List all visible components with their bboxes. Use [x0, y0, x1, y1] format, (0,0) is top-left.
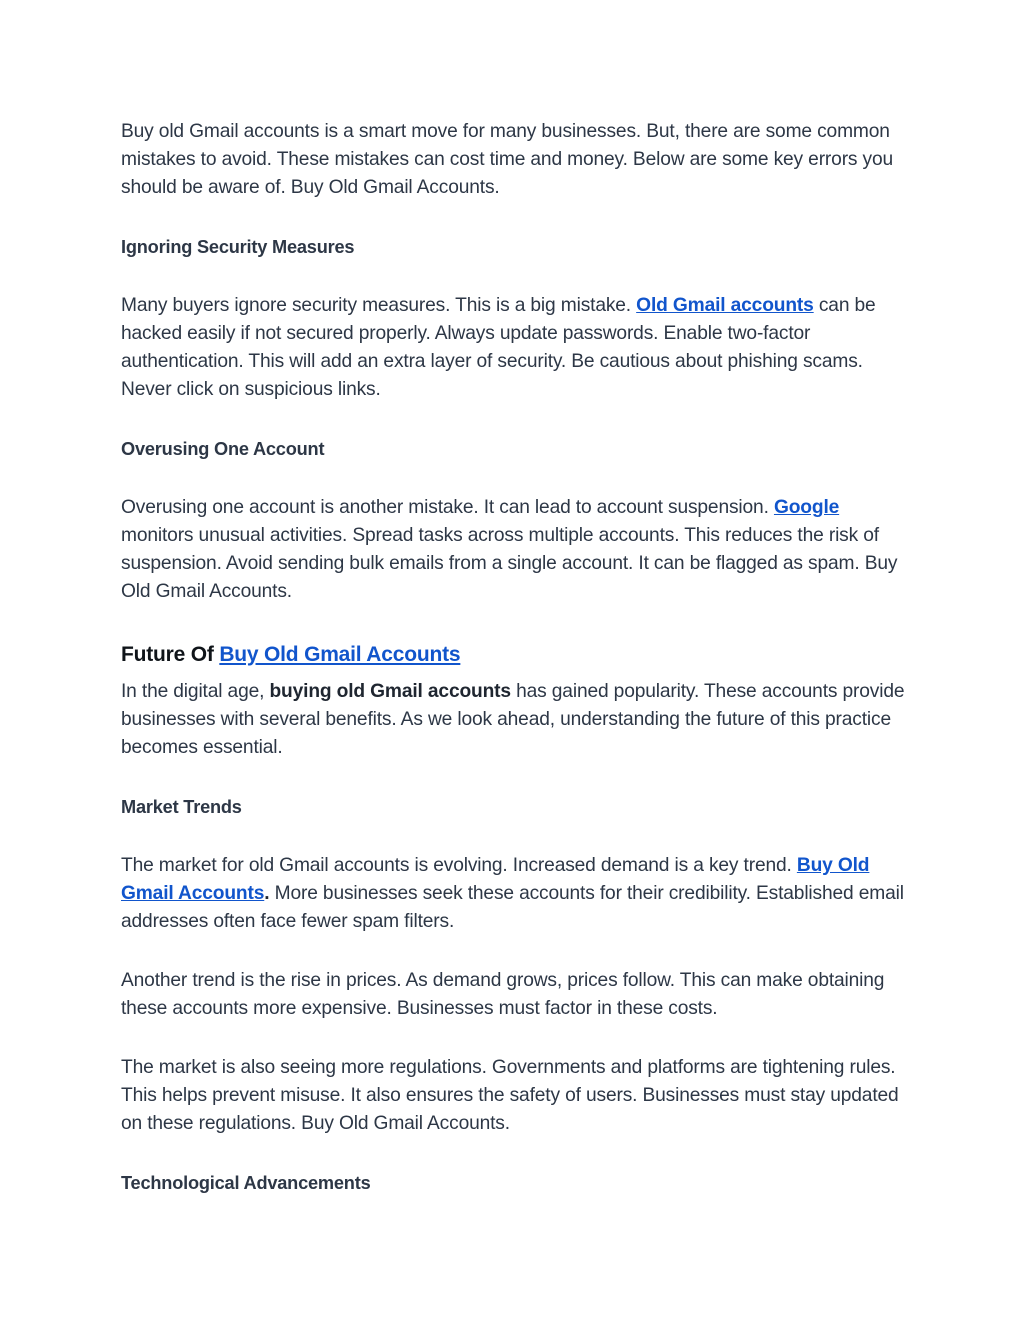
market-paragraph-1: [121, 852, 911, 936]
document-page: [121, 118, 911, 1197]
future-text-start: In the digital age,: [121, 681, 270, 702]
heading-market-trends: Market Trends: [121, 797, 242, 817]
future-heading-prefix: Future Of: [121, 643, 220, 666]
security-text-end: can be hacked easily if not secured properly. Always update passwords. Enable two-factor authentication. This will add an extra layer of security. Be cautious about phishing scams. Never click on suspicious links.: [121, 295, 876, 400]
future-bold-phrase: buying old Gmail accounts: [269, 681, 511, 702]
buy-old-gmail-accounts-heading-link[interactable]: Buy Old Gmail Accounts: [219, 643, 461, 666]
market-text-end: More businesses seek these accounts for their credibility. Established email addresses often face fewer spam filters.: [121, 883, 904, 932]
heading-future-of: [121, 640, 911, 670]
overusing-text-start: Overusing one account is another mistake. It can lead to account suspension.: [121, 497, 774, 518]
future-paragraph: [121, 678, 911, 762]
security-text-start: Many buyers ignore security measures. This is a big mistake.: [121, 295, 637, 316]
google-link[interactable]: Google: [773, 497, 840, 518]
market-link-period: .: [264, 883, 270, 904]
overusing-text-end: monitors unusual activities. Spread tasks across multiple accounts. This reduces the risk of suspension. Avoid sending bulk emails from a single account. It can be flagged as spam. Buy Old Gmail Accounts.: [121, 525, 898, 602]
heading-ignoring-security: Ignoring Security Measures: [121, 237, 355, 257]
overusing-paragraph: [121, 494, 911, 606]
intro-paragraph: Buy old Gmail accounts is a smart move for many businesses. But, there are some common mistakes to avoid. These mistakes can cost time and money. Below are some key errors you should be aware of. Buy Old Gmail Accounts.: [121, 121, 894, 198]
heading-overusing-account: Overusing One Account: [121, 439, 325, 459]
market-paragraph-2: Another trend is the rise in prices. As demand grows, prices follow. This can make obtaining these accounts more expensive. Businesses must factor in these costs.: [121, 970, 885, 1019]
future-text-end: has gained popularity. These accounts provide businesses with several benefits. As we look ahead, understanding the future of this practice becomes essential.: [121, 681, 905, 758]
security-paragraph: [121, 292, 911, 404]
market-paragraph-3: The market is also seeing more regulations. Governments and platforms are tightening rules. This helps prevent misuse. It also ensures the safety of users. Businesses must stay updated on these regulations. Buy Old Gmail Accounts.: [121, 1057, 899, 1134]
old-gmail-accounts-link[interactable]: Old Gmail accounts: [636, 295, 814, 316]
heading-technological-advancements: Technological Advancements: [121, 1173, 371, 1193]
buy-old-gmail-accounts-link[interactable]: Buy Old Gmail Accounts: [121, 855, 870, 904]
market-text-start: The market for old Gmail accounts is evolving. Increased demand is a key trend.: [121, 855, 797, 876]
